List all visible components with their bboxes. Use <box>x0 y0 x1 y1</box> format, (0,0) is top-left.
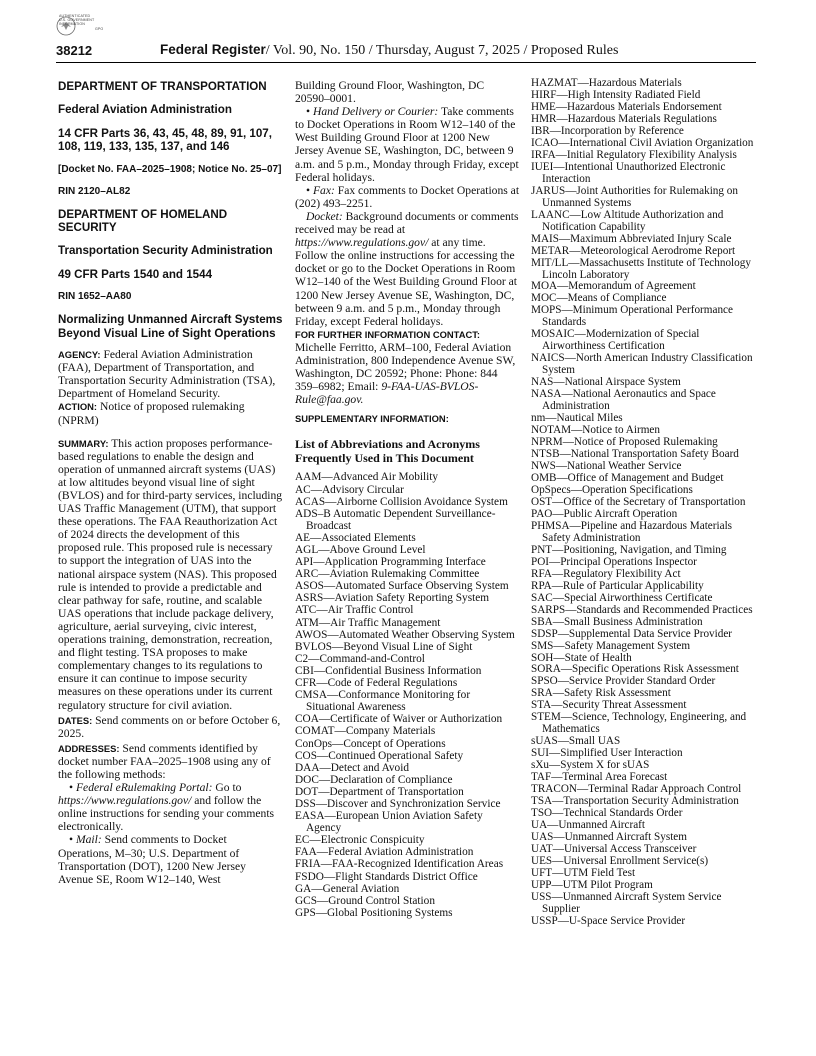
abbreviation-entry: SUI—Simplified User Interaction <box>531 747 683 760</box>
hand-label: Hand Delivery or Courier: <box>312 105 439 119</box>
abbreviation-entry: SBA—Small Business Administration <box>531 615 703 628</box>
mail-bullet: • Mail: Send comments to Docket Operations, M–30; U.S. Department of Transportation (DOT), 1200 New Jersey Avenue SE, Room W12–140, West <box>58 833 246 886</box>
abbreviation-entry: ATC—Air Traffic Control <box>295 604 414 617</box>
page-header <box>56 42 756 62</box>
abbreviation-entry: nm—Nautical Miles <box>531 412 623 425</box>
mail-text: Send comments to Docket Operations, M–30; U.S. Department of Transportation (DOT), 1200 New Jersey Avenue SE, Room W12–140, West <box>58 833 246 886</box>
abbreviation-entry: RFA—Regulatory Flexibility Act <box>531 567 681 580</box>
cfr-parts-heading: 14 CFR Parts 36, 43, 45, 48, 89, 91, 107, 108, 119, 133, 135, 137, and 146 <box>58 126 272 154</box>
abbreviation-entry: COA—Certificate of Waiver or Authorization <box>295 713 503 726</box>
agency-paragraph <box>58 348 283 400</box>
abbreviation-entry: TRACON—Terminal Radar Approach Control <box>531 783 742 796</box>
abbreviation-entry: UFT—UTM Field Test <box>531 866 636 879</box>
dates-paragraph <box>58 714 283 740</box>
contact-paragraph <box>295 328 520 407</box>
abbreviation-entry: LAANC—Low Altitude Authorization and Notification Capability <box>531 208 724 233</box>
abbreviation-entry: ARC—Aviation Rulemaking Committee <box>295 568 480 581</box>
column-2 <box>295 79 520 919</box>
abbreviation-entry: OpSpecs—Operation Specifications <box>531 483 693 496</box>
abbreviation-entry: PNT—Positioning, Navigation, and Timing <box>531 543 727 556</box>
abbreviation-entry: UPP—UTM Pilot Program <box>531 878 653 891</box>
portal-text: and follow the online instructions for sending your comments electronically. <box>58 794 275 834</box>
rin-number: RIN 2120–AL82 <box>58 185 131 197</box>
abbreviation-entry: USSP—U-Space Service Provider <box>531 914 686 927</box>
document-title: Normalizing Unmanned Aircraft Systems Beyond Visual Line of Sight Operations <box>58 313 283 340</box>
abbreviation-entry: ConOps—Concept of Operations <box>295 737 446 750</box>
abbreviation-entry: BVLOS—Beyond Visual Line of Sight <box>295 640 473 653</box>
action-paragraph <box>58 400 283 426</box>
department-heading: DEPARTMENT OF HOMELAND SECURITY <box>58 207 228 235</box>
abbreviation-entry: MOPS—Minimum Operational Performance Standards <box>531 304 733 329</box>
abbreviation-entry: NOTAM—Notice to Airmen <box>531 424 660 437</box>
abbreviation-entry: IUEI—Intentional Unauthorized Electronic Interaction <box>531 160 726 185</box>
fax-text: Fax comments to Docket Operations at (202) 493–2251. <box>295 183 520 210</box>
abbreviation-entry: ACAS—Airborne Collision Avoidance System <box>295 495 508 508</box>
abbreviations-list <box>531 78 757 928</box>
addresses-paragraph <box>58 742 283 781</box>
logo-line: INFORMATION <box>59 22 85 27</box>
page-number: 38212 <box>56 43 93 58</box>
abbreviation-entry: SAC—Special Airworthiness Certificate <box>531 591 713 604</box>
abbreviation-entry: HMR—Hazardous Materials Regulations <box>531 112 717 125</box>
abbreviation-entry: NAS—National Airspace System <box>531 376 681 389</box>
abbreviation-entry: ASRS—Aviation Safety Reporting System <box>295 592 490 605</box>
column-3 <box>531 78 757 928</box>
abbreviation-entry: OST—Office of the Secretary of Transportation <box>531 495 746 508</box>
abbreviation-entry: IRFA—Initial Regulatory Flexibility Analysis <box>531 148 737 161</box>
abbreviation-entry: METAR—Meteorological Aerodrome Report <box>531 244 736 257</box>
abbreviation-entry: UES—Universal Enrollment Service(s) <box>531 854 709 867</box>
contact-email-link[interactable]: 9-FAA-UAS-BVLOS-Rule@faa.gov. <box>295 380 479 407</box>
abbreviation-entry: IBR—Incorporation by Reference <box>531 124 684 137</box>
abbreviation-entry: NASA—National Aeronautics and Space Administration <box>531 388 716 413</box>
issue-details: / Vol. 90, No. 150 / Thursday, August 7, 2025 / Proposed Rules <box>265 43 619 58</box>
header-rule <box>56 62 756 63</box>
abbreviation-entry: HAZMAT—Hazardous Materials <box>531 77 682 89</box>
contact-label: FOR FURTHER INFORMATION CONTACT: <box>295 328 481 340</box>
gpo-authenticated-logo <box>56 14 112 38</box>
abbreviation-entry: HIRF—High Intensity Radiated Field <box>531 88 701 101</box>
abbreviation-entry: RPA—Rule of Particular Applicability <box>531 579 704 592</box>
supplementary-label-line <box>295 412 520 425</box>
abbreviation-entry: SORA—Specific Operations Risk Assessment <box>531 663 739 676</box>
docket-paragraph <box>295 210 520 328</box>
hand-text: Take comments to Docket Operations in Room W12–140 of the West Building Ground Floor at 1200 New Jersey Avenue SE, Washington, DC, between 9 a.m. and 5 p.m., Monday through Friday, except Federal holidays. <box>295 105 519 184</box>
fax-label: Fax: <box>312 183 335 197</box>
summary-label: SUMMARY: <box>58 437 109 449</box>
abbreviation-entry: AWOS—Automated Weather Observing System <box>295 628 515 641</box>
mail-continued: Building Ground Floor, Washington, DC 20590–0001. <box>295 79 485 106</box>
logo-line: U.S. GOVERNMENT <box>59 18 95 23</box>
abbreviation-entry: PHMSA—Pipeline and Hazardous Materials Safety Administration <box>531 519 733 544</box>
docket-label: Docket: <box>306 209 343 223</box>
logo-line: GPO <box>95 26 104 31</box>
abbreviation-entry: PAO—Public Aircraft Operation <box>531 507 678 520</box>
abbreviation-entry: ASOS—Automated Surface Observing System <box>295 580 509 593</box>
abbreviation-entry: USS—Unmanned Aircraft System Service Supplier <box>531 890 722 915</box>
regulations-link[interactable]: https://www.regulations.gov/ <box>295 236 429 250</box>
docket-text: Background documents or comments received may be read at <box>295 209 519 237</box>
agency-label: AGENCY: <box>58 349 101 361</box>
abbreviation-entry: NTSB—National Transportation Safety Board <box>531 448 739 461</box>
abbreviation-entry: SDSP—Supplemental Data Service Provider <box>531 627 733 640</box>
abbreviation-entry: AE—Associated Elements <box>295 531 416 544</box>
abbreviation-entry: UA—Unmanned Aircraft <box>531 819 646 832</box>
abbreviation-entry: MIT/LL—Massachusetts Institute of Technology Lincoln Laboratory <box>531 256 751 281</box>
abbreviation-entry: EASA—European Union Aviation Safety Agency <box>295 810 483 835</box>
abbreviation-entry: SOH—State of Health <box>531 651 632 664</box>
abbreviation-entry: TSA—Transportation Security Administration <box>531 795 739 808</box>
abbreviation-entry: AGL—Above Ground Level <box>295 544 426 556</box>
department-heading: DEPARTMENT OF TRANSPORTATION <box>58 80 267 93</box>
abbreviation-entry: FAA—Federal Aviation Administration <box>295 846 474 859</box>
fax-bullet: • Fax: Fax comments to Docket Operations at (202) 493–2251. <box>295 183 520 210</box>
abbreviation-entry: MOA—Memorandum of Agreement <box>531 280 696 293</box>
abbreviation-entry: FSDO—Flight Standards District Office <box>295 870 478 883</box>
abbreviation-entry: NAICS—North American Industry Classification System <box>531 352 753 377</box>
abbreviation-entry: COMAT—Company Materials <box>295 725 436 738</box>
abbreviation-entry: DOT—Department of Transportation <box>295 785 464 798</box>
abbreviation-entry: MOC—Means of Compliance <box>531 292 667 305</box>
abbreviation-entry: STEM—Science, Technology, Engineering, and Mathematics <box>531 711 747 736</box>
abbreviation-entry: UAS—Unmanned Aircraft System <box>531 831 687 844</box>
addresses-text: Send comments identified by docket number FAA–2025–1908 using any of the following methods: <box>58 741 271 781</box>
abbreviation-entry: CFR—Code of Federal Regulations <box>295 677 458 690</box>
abbreviation-entry: SARPS—Standards and Recommended Practices <box>531 603 753 616</box>
rin-number: RIN 1652–AA80 <box>58 291 132 303</box>
regulations-link[interactable]: https://www.regulations.gov/ <box>58 794 192 808</box>
docket-number: [Docket No. FAA–2025–1908; Notice No. 25–07] <box>58 163 282 175</box>
abbreviation-entry: NWS—National Weather Service <box>531 460 682 472</box>
mail-label: Mail: <box>75 833 102 847</box>
abbreviation-entry: AC—Advisory Circular <box>295 483 404 496</box>
abbreviation-entry: SPSO—Service Provider Standard Order <box>531 675 716 688</box>
docket-text: at any time. Follow the online instructions for accessing the docket or go to the Docket Operations in Room W12–140 of the West Building Ground Floor at 1200 New Jersey Avenue SE, Washington, DC, between 9 a.m. and 5 p.m., Monday through Friday, except Federal holidays. <box>295 236 518 328</box>
portal-label: Federal eRulemaking Portal: <box>75 781 213 795</box>
abbreviation-entry: HME—Hazardous Materials Endorsement <box>531 100 722 113</box>
abbreviation-entry: MOSAIC—Modernization of Special Airworthiness Certification <box>531 328 700 353</box>
hand-delivery-bullet: • Hand Delivery or Courier: Take comments to Docket Operations in Room W12–140 of the West Building Ground Floor at 1200 New Jersey Avenue SE, Washington, DC, between 9 a.m. and 5 p.m., Monday through Friday, except Federal holidays. <box>295 105 519 184</box>
abbreviation-entry: EC—Electronic Conspicuity <box>295 834 425 847</box>
abbreviation-entry: DSS—Discover and Synchronization Service <box>295 797 501 810</box>
abbreviation-entry: COS—Continued Operational Safety <box>295 749 464 762</box>
abbreviation-entry: GPS—Global Positioning Systems <box>295 906 453 919</box>
supplementary-label: SUPPLEMENTARY INFORMATION: <box>295 413 449 425</box>
summary-paragraph <box>58 437 283 712</box>
abbreviation-entry: MAIS—Maximum Abbreviated Injury Scale <box>531 232 732 245</box>
agency-text: Federal Aviation Administration (FAA), Department of Transportation, and Transportation Security Administration (TSA), Department of Homeland Security. <box>58 348 276 401</box>
addresses-label: ADDRESSES: <box>58 742 120 754</box>
abbreviation-entry: TAF—Terminal Area Forecast <box>531 771 668 784</box>
abbreviation-entry: SMS—Safety Management System <box>531 639 691 652</box>
abbreviation-entry: API—Application Programming Interface <box>295 556 486 569</box>
portal-text: Go to <box>215 781 242 795</box>
abbreviations-heading: List of Abbreviations and Acronyms Frequently Used in This Document <box>295 437 480 466</box>
action-text: Notice of proposed rulemaking (NPRM) <box>58 400 245 427</box>
dates-label: DATES: <box>58 714 93 726</box>
abbreviation-entry: STA—Security Threat Assessment <box>531 699 687 712</box>
abbreviation-entry: GCS—Ground Control Station <box>295 894 435 907</box>
abbreviation-entry: C2—Command-and-Control <box>295 652 425 665</box>
cfr-parts-heading: 49 CFR Parts 1540 and 1544 <box>58 267 213 281</box>
abbreviation-entry: TSO—Technical Standards Order <box>531 807 683 820</box>
abbreviation-entry: CBI—Confidential Business Information <box>295 664 482 677</box>
abbreviation-entry: NPRM—Notice of Proposed Rulemaking <box>531 436 718 449</box>
register-name: Federal Register <box>160 42 266 57</box>
abbreviations-list <box>295 471 520 918</box>
abbreviation-entry: ADS–B Automatic Dependent Surveillance-Broadcast <box>295 507 496 532</box>
column-1 <box>58 80 283 886</box>
abbreviation-entry: UAT—Universal Access Transceiver <box>531 843 697 855</box>
abbreviation-entry: SRA—Safety Risk Assessment <box>531 687 671 700</box>
agency-heading: Transportation Security Administration <box>58 244 273 258</box>
abbreviation-entry: AAM—Advanced Air Mobility <box>295 471 439 484</box>
abbreviation-entry: OMB—Office of Management and Budget <box>531 471 724 484</box>
abbreviation-entry: sUAS—Small UAS <box>531 735 621 748</box>
abbreviation-entry: POI—Principal Operations Inspector <box>531 555 697 568</box>
abbreviation-entry: sXu—System X for sUAS <box>531 759 650 772</box>
running-head <box>160 42 618 59</box>
abbreviation-entry: FRIA—FAA-Recognized Identification Areas <box>295 858 504 871</box>
portal-bullet: • Federal eRulemaking Portal: Go to https://www.regulations.gov/ and follow the online instructions for sending your comments electronically. <box>58 781 275 834</box>
abbreviation-entry: DOC—Declaration of Compliance <box>295 773 453 786</box>
abbreviation-entry: ICAO—International Civil Aviation Organization <box>531 136 754 149</box>
contact-text: Michelle Ferritto, ARM–100, Federal Aviation Administration, 800 Independence Avenue SW, Washington, DC 20592; Phone: Phone: 844 359–6982; Email: <box>295 340 516 394</box>
dates-text: Send comments on or before October 6, 2025. <box>58 713 281 740</box>
abbreviation-entry: JARUS—Joint Authorities for Rulemaking on Unmanned Systems <box>531 184 738 209</box>
abbreviation-entry: ATM—Air Traffic Management <box>295 616 441 629</box>
abbreviation-entry: GA—General Aviation <box>295 882 400 895</box>
action-label: ACTION: <box>58 401 98 413</box>
abbreviation-entry: CMSA—Conformance Monitoring for Situational Awareness <box>295 689 471 714</box>
logo-line: AUTHENTICATED <box>59 14 91 18</box>
abbreviation-entry: DAA—Detect and Avoid <box>295 761 409 774</box>
summary-text: This action proposes performance-based regulations to enable the design and operation of unmanned aircraft systems (UAS) at low altitudes beyond visual line of sight (BVLOS) and for third-party services, including UAS Traffic Management (UTM), that support these operations. The FAA Reauthorization Act of 2024 directs the development of this proposed rule. This proposed rule is necessary to support the integration of UAS into the national airspace system (NAS). This proposed rule is intended to provide a predictable and clear pathway for safe, routine, and scalable UAS operations that include package delivery, agriculture, aerial surveying, civic interest, operations training, demonstration, recreation, and flight testing. TSA proposes to make complementary changes to its regulations to ensure it can continue to impose security measures on these operations under its current regulatory structure for civil aviation. <box>58 436 283 712</box>
agency-heading: Federal Aviation Administration <box>58 103 232 117</box>
